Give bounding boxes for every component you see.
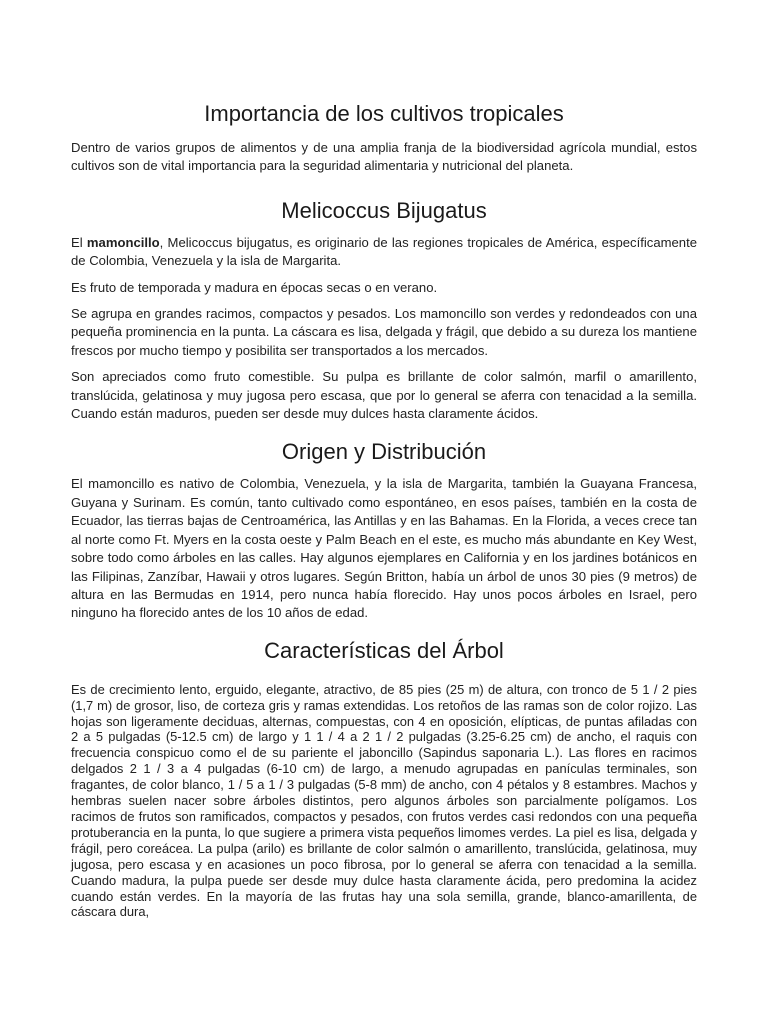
- heading-importancia: Importancia de los cultivos tropicales: [204, 101, 564, 126]
- paragraph-caracteristicas: Es de crecimiento lento, erguido, elegante, atractivo, de 85 pies (25 m) de altura, con tronco de 5 1 / 2 pies (1,7 m) de grosor, liso, de corteza gris y ramas extendidas. Los retoños de las ramas son de color rojizo. Las hojas son ligeramente deciduas, alternas, compuestas, con 4 en oposición, elípticas, de puntas afiladas con 2 a 5 pulgadas (5-12.5 cm) de largo y 1 1 / 4 a 2 1 / 2 pulgadas (3.25-6.25 cm) de ancho, el raquis con frecuencia conspicuo como el de su pariente el jaboncillo (Sapindus saponaria L.). Las flores en racimos delgados 2 1 / 3 a 4 pulgadas (6-10 cm) de largo, a menudo agrupadas en panículas terminales, son fragantes, de color blanco, 1 / 5 a 1 / 3 pulgadas (5-8 mm) de ancho, con 4 pétalos y 8 estambres. Machos y hembras suelen nacer sobre árboles distintos, pero algunos árboles son parcialmente polígamos. Los racimos de frutos son ramificados, compactos y pesados, con frutos verdes casi redondos con una pequeña protuberancia en la punta, lo que sugiere a primera vista pequeños limomes verdes. La piel es lisa, delgada y frágil, pero coreácea. La pulpa (arilo) es brillante de color salmón o amarillento, translúcida, gelatinosa, muy jugosa, pero escasa y en acasiones un poco fibrosa, por lo general se aferra con tenacidad a la semilla. Cuando madura, la pulpa puede ser desde muy dulce hasta claramente ácida, pero predomina la acidez cuando están verdes. En la mayoría de las frutas hay una sola semilla, grande, blanco-amarillenta, de cáscara dura,: [71, 681, 697, 920]
- mamoncillo-bold-term: mamoncillo: [86, 234, 160, 250]
- paragraph-melicoccus-intro: [71, 234, 697, 271]
- intro-prefix: El: [71, 234, 87, 250]
- paragraph-melicoccus-season: Es fruto de temporada y madura en épocas secas o en verano.: [71, 279, 438, 295]
- paragraph-importancia: Dentro de varios grupos de alimentos y de una amplia franja de la biodiversidad agrícola mundial, estos cultivos son de vital importancia para la seguridad alimentaria y nutricional del planeta.: [71, 140, 697, 174]
- heading-caracteristicas: Características del Árbol: [264, 637, 504, 663]
- document-page: [71, 0, 697, 920]
- paragraph-melicoccus-clusters: Se agrupa en grandes racimos, compactos y pesados. Los mamoncillo son verdes y redondeados con una pequeña prominencia en la punta. La cáscara es lisa, delgada y frágil, que debido a su dureza los mantiene frescos por mucho tiempo y posibilita ser transportados a los mercados.: [71, 306, 697, 358]
- heading-melicoccus: Melicoccus Bijugatus: [281, 197, 487, 223]
- intro-rest: , Melicoccus bijugatus, es originario de las regiones tropicales de América, específicamente de Colombia, Venezuela y la isla de Margarita.: [71, 234, 697, 269]
- paragraph-origen: El mamoncillo es nativo de Colombia, Venezuela, y la isla de Margarita, también la Guayana Francesa, Guyana y Surinam. Es común, tanto cultivado como espontáneo, en esos países, también en la costa de Ecuador, las tierras bajas de Centroamérica, las Antillas y en las Bahamas. En la Florida, a veces crece tan al norte como Ft. Myers en la costa oeste y Palm Beach en el este, es mucho más abundante en Key West, sobre todo como árboles en las calles. Hay algunos ejemplares en California y en los jardines botánicos en las Filipinas, Zanzíbar, Hawaii y otros lugares. Según Britton, había un árbol de unos 30 pies (9 metros) de altura en las Bermudas en 1914, pero nunca había florecido. Hay unos pocos árboles en Israel, pero ninguno ha florecido antes de los 10 años de edad.: [71, 476, 697, 621]
- paragraph-melicoccus-pulp: Son apreciados como fruto comestible. Su pulpa es brillante de color salmón, marfil o amarillento, translúcida, gelatinosa y muy jugosa pero escasa, que por lo general se aferra con tenacidad a la semilla. Cuando están maduros, pueden ser desde muy dulces hasta claramente ácidos.: [71, 369, 697, 422]
- heading-origen: Origen y Distribución: [281, 439, 487, 465]
